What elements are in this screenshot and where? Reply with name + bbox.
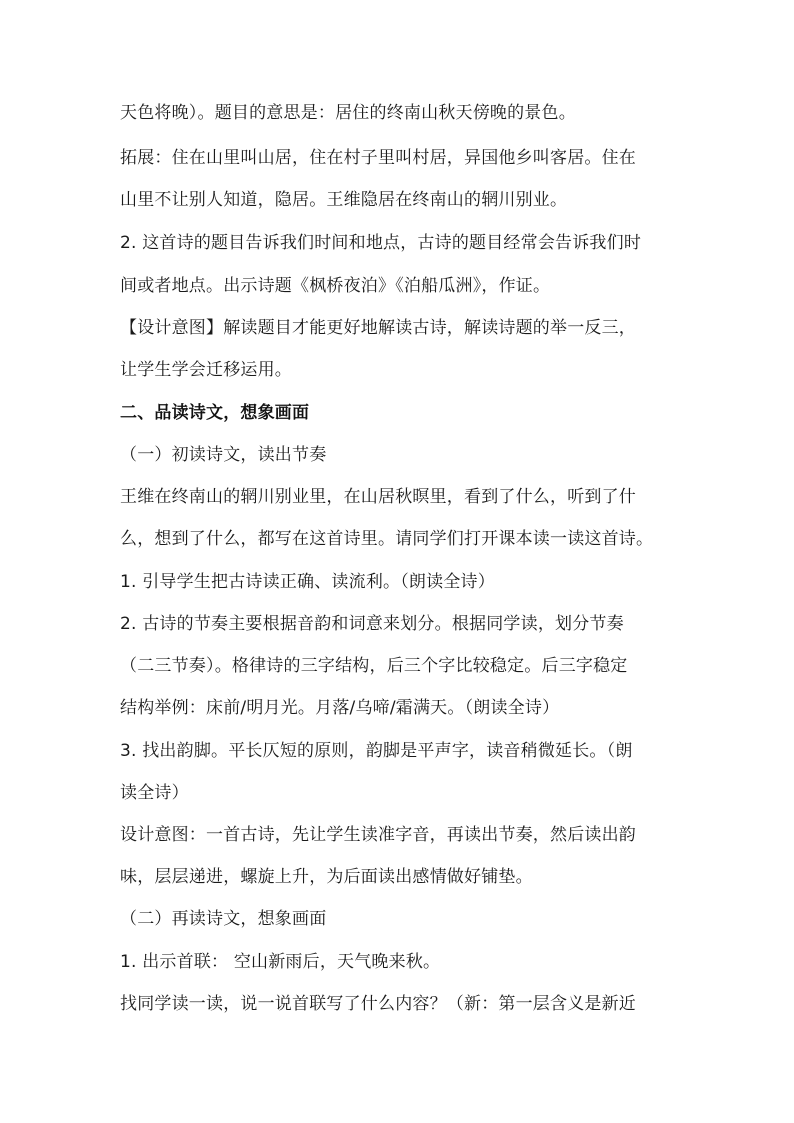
subsection-heading: （二）再读诗文，想象画面 <box>120 909 327 929</box>
text-line: 么，想到了什么，都写在这首诗里。请同学们打开课本读一读这首诗。 <box>120 529 654 549</box>
text-line: 2. 古诗的节奏主要根据音韵和词意来划分。根据同学读，划分节奏 <box>120 614 624 634</box>
text-line: 王维在终南山的辋川别业里，在山居秋暝里，看到了什么，听到了什 <box>120 487 636 507</box>
text-line: 天色将晚）。题目的意思是：居住的终南山秋天傍晚的景色。 <box>120 103 576 123</box>
text-line: （二三节奏）。格律诗的三字结构，后三个字比较稳定。后三字稳定 <box>120 656 628 676</box>
text-line: 设计意图：一首古诗，先让学生读准字音，再读出节奏，然后读出韵 <box>120 825 636 845</box>
section-heading: 二、品读诗文，想象画面 <box>120 403 310 423</box>
text-line: 3. 找出韵脚。平长仄短的原则，韵脚是平声字，读音稍微延长。（朗 <box>120 741 633 761</box>
text-line: 1. 出示首联： 空山新雨后，天气晚来秋。 <box>120 952 441 972</box>
text-line: 结构举例：床前/明月光。月落/乌啼/霜满天。（朗读全诗） <box>120 698 560 718</box>
text-line: 【设计意图】解读题目才能更好地解读古诗，解读诗题的举一反三， <box>120 318 636 338</box>
text-line: 山里不让别人知道，隐居。王维隐居在终南山的辋川别业。 <box>120 190 568 210</box>
text-line: 读全诗） <box>120 783 189 803</box>
text-line: 拓展：住在山里叫山居，住在村子里叫村居，异国他乡叫客居。住在 <box>120 148 636 168</box>
text-line: 2. 这首诗的题目告诉我们时间和地点，古诗的题目经常会告诉我们时 <box>120 233 642 253</box>
text-line: 让学生学会迁移运用。 <box>120 360 292 380</box>
text-line: 找同学读一读，说一说首联写了什么内容？（新：第一层含义是新近 <box>120 994 636 1014</box>
text-line: 味，层层递进，螺旋上升，为后面读出感情做好铺垫。 <box>120 867 533 887</box>
text-line: 1. 引导学生把古诗读正确、读流利。（朗读全诗） <box>120 572 495 592</box>
text-line: 间或者地点。出示诗题《枫桥夜泊》《泊船瓜洲》，作证。 <box>120 276 551 296</box>
subsection-heading: （一）初读诗文，读出节奏 <box>120 445 327 465</box>
